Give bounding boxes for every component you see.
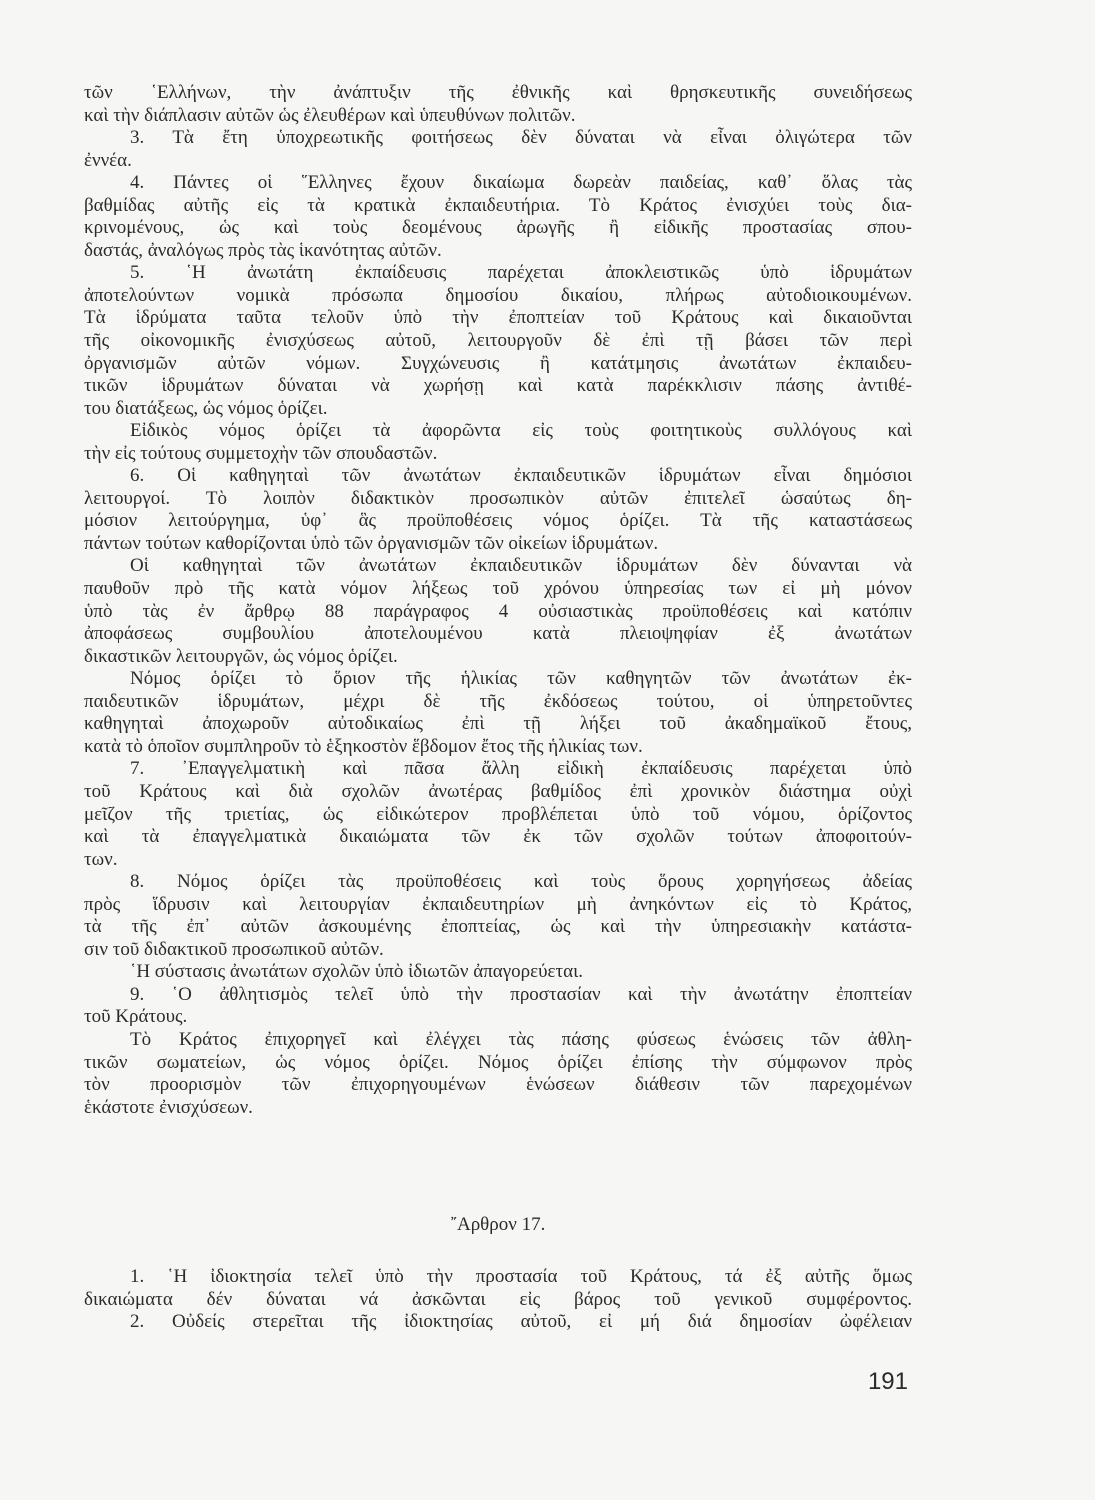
text-line: κρινομένους, ὡς καὶ τοὺς δεομένους ἀρωγῆς ἢ εἰδικῆς προστασίας σπου- (84, 217, 912, 239)
text-line: 6. Οἱ καθηγηταὶ τῶν ἀνωτάτων ἐκπαιδευτικῶν ἱδρυμάτων εἶναι δημόσιοι (130, 465, 912, 487)
text-line: τὴν εἰς τούτους συμμετοχὴν τῶν σπουδαστῶν. (84, 442, 438, 464)
text-line: καὶ τὴν διάπλασιν αὐτῶν ὡς ἐλευθέρων καὶ ὑπευθύνων πολιτῶν. (84, 104, 576, 126)
text-line: τοῦ Κράτους καὶ διὰ σχολῶν ἀνωτέρας βαθμίδος ἐπὶ χρονικὸν διάστημα οὐχὶ (84, 780, 912, 802)
text-line: Νόμος ὁρίζει τὸ ὅριον τῆς ἡλικίας τῶν καθηγητῶν τῶν ἀνωτάτων ἐκ- (130, 668, 912, 690)
text-line: του διατάξεως, ὡς νόμος ὁρίζει. (84, 397, 328, 419)
text-line: ὀργανισμῶν αὐτῶν νόμων. Συγχώνευσις ἢ κατάτμησις ἀνωτάτων ἐκπαιδευ- (84, 352, 912, 374)
text-line: των. (84, 848, 118, 870)
text-line: παυθοῦν πρὸ τῆς κατὰ νόμον λήξεως τοῦ χρόνου ὑπηρεσίας των εἰ μὴ μόνον (84, 578, 912, 600)
text-line: τικῶν ἱδρυμάτων δύναται νὰ χωρήσῃ καὶ κατὰ παρέκκλισιν πάσης ἀντιθέ- (84, 375, 912, 397)
text-line: δικαιώματα δέν δύναται νά ἀσκῶνται εἰς βάρος τοῦ γενικοῦ συμφέροντος. (84, 1288, 912, 1310)
text-line: 5. ῾Η ἀνωτάτη ἐκπαίδευσις παρέχεται ἀποκλειστικῶς ὑπὸ ἱδρυμάτων (130, 262, 912, 284)
text-line: ὑπὸ τὰς ἐν ἄρθρῳ 88 παράγραφος 4 οὐσιαστικὰς προϋποθέσεις καὶ κατόπιν (84, 600, 912, 622)
text-line: ἀποφάσεως συμβουλίου ἀποτελουμένου κατὰ πλειοψηφίαν ἐξ ἀνωτάτων (84, 623, 912, 645)
text-line: Εἰδικὸς νόμος ὁρίζει τὰ ἀφορῶντα εἰς τοὺς φοιτητικοὺς συλλόγους καὶ (130, 420, 912, 442)
article-heading: ῎Αρθρον 17. (450, 1214, 546, 1235)
text-line: μεῖζον τῆς τριετίας, ὡς εἰδικώτερον προβλέπεται ὑπὸ τοῦ νόμου, ὁρίζοντος (84, 803, 912, 825)
text-line: πάντων τούτων καθορίζονται ὑπὸ τῶν ὀργανισμῶν τῶν οἰκείων ἱδρυμάτων. (84, 532, 659, 554)
text-line: δαστάς, ἀναλόγως πρὸς τὰς ἱκανότητας αὐτῶν. (84, 239, 442, 261)
text-line: ῾Η σύστασις ἀνωτάτων σχολῶν ὑπὸ ἰδιωτῶν ἀπαγορεύεται. (130, 961, 583, 983)
text-line: λειτουργοί. Τὸ λοιπὸν διδακτικὸν προσωπικὸν αὐτῶν ἐπιτελεῖ ὡσαύτως δη- (84, 487, 912, 509)
text-line: τικῶν σωματείων, ὡς νόμος ὁρίζει. Νόμος ὁρίζει ἐπίσης τὴν σύμφωνον πρὸς (84, 1051, 912, 1073)
text-line: τὸν προορισμὸν τῶν ἐπιχορηγουμένων ἑνώσεων διάθεσιν τῶν παρεχομένων (84, 1074, 912, 1096)
text-line: 1. ῾Η ἰδιοκτησία τελεῖ ὑπὸ τὴν προστασία τοῦ Κράτους, τά ἐξ αὐτῆς ὅμως (130, 1266, 912, 1287)
text-line: τὰ τῆς ἐπ᾿ αὐτῶν ἀσκουμένης ἐποπτείας, ὡς καὶ τὴν ὑπηρεσιακὴν κατάστα- (84, 916, 912, 938)
text-line: καὶ τὰ ἐπαγγελματικὰ δικαιώματα τῶν ἐκ τῶν σχολῶν τούτων ἀποφοιτούν- (84, 826, 912, 848)
text-line: ἐννέα. (84, 149, 132, 171)
text-line: τοῦ Κράτους. (84, 1006, 188, 1028)
text-line: 8. Νόμος ὁρίζει τὰς προϋποθέσεις καὶ τοὺς ὅρους χορηγήσεως ἀδείας (130, 871, 912, 893)
text-line: τῶν ῾Ελλήνων, τὴν ἀνάπτυξιν τῆς ἐθνικῆς καὶ θρησκευτικῆς συνειδήσεως (84, 82, 912, 103)
article-17-text (84, 1266, 912, 1334)
text-line: 2. Οὐδείς στερεῖται τῆς ἰδιοκτησίας αὐτοῦ, εἰ μή διά δημοσίαν ὠφέλειαν (130, 1311, 912, 1333)
text-line: Οἱ καθηγηταὶ τῶν ἀνωτάτων ἐκπαιδευτικῶν ἱδρυμάτων δὲν δύνανται νὰ (130, 555, 912, 577)
text-line: κατὰ τὸ ὁποῖον συμπληροῦν τὸ ἑξηκοστὸν ἕβδομον ἔτος τῆς ἡλικίας των. (84, 735, 643, 757)
page-number: 191 (867, 1368, 908, 1395)
body-text (84, 82, 912, 1119)
text-line: Τὸ Κράτος ἐπιχορηγεῖ καὶ ἐλέγχει τὰς πάσης φύσεως ἑνώσεις τῶν ἀθλη- (130, 1028, 912, 1050)
text-line: βαθμίδας αὐτῆς εἰς τὰ κρατικὰ ἐκπαιδευτήρια. Τὸ Κράτος ἐνισχύει τοὺς δια- (84, 194, 912, 216)
text-line: 4. Πάντες οἱ ῞Ελληνες ἔχουν δικαίωμα δωρεὰν παιδείας, καθ᾿ ὅλας τὰς (130, 172, 912, 194)
text-line: παιδευτικῶν ἱδρυμάτων, μέχρι δὲ τῆς ἐκδόσεως τούτου, οἱ ὑπηρετοῦντες (84, 690, 912, 712)
text-line: σιν τοῦ διδακτικοῦ προσωπικοῦ αὐτῶν. (84, 938, 384, 960)
text-line: πρὸς ἵδρυσιν καὶ λειτουργίαν ἐκπαιδευτηρίων μὴ ἀνηκόντων εἰς τὸ Κράτος, (84, 893, 912, 915)
text-line: 7. ᾿Επαγγελματικὴ καὶ πᾶσα ἄλλη εἰδικὴ ἐκπαίδευσις παρέχεται ὑπὸ (130, 758, 912, 780)
text-line: τῆς οἰκονομικῆς ἐνισχύσεως αὐτοῦ, λειτουργοῦν δὲ ἐπὶ τῇ βάσει τῶν περὶ (84, 330, 912, 352)
text-line: 3. Τὰ ἔτη ὑποχρεωτικῆς φοιτήσεως δὲν δύναται νὰ εἶναι ὀλιγώτερα τῶν (130, 127, 912, 149)
text-line: καθηγηταὶ ἀποχωροῦν αὐτοδικαίως ἐπὶ τῇ λήξει τοῦ ἀκαδημαϊκοῦ ἔτους, (84, 713, 912, 735)
text-line: μόσιον λειτούργημα, ὑφ᾿ ἃς προϋποθέσεις νόμος ὁρίζει. Τὰ τῆς καταστάσεως (84, 510, 912, 532)
text-line: Τὰ ἱδρύματα ταῦτα τελοῦν ὑπὸ τὴν ἐποπτείαν τοῦ Κράτους καὶ δικαιοῦνται (84, 307, 912, 329)
text-line: δικαστικῶν λειτουργῶν, ὡς νόμος ὁρίζει. (84, 645, 398, 667)
text-line: ἑκάστοτε ἐνισχύσεων. (84, 1096, 253, 1118)
text-line: ἀποτελούντων νομικὰ πρόσωπα δημοσίου δικαίου, πλήρως αὐτοδιοικουμένων. (84, 284, 912, 306)
text-line: 9. ῾Ο ἀθλητισμὸς τελεῖ ὑπὸ τὴν προστασίαν καὶ τὴν ἀνωτάτην ἐποπτείαν (130, 983, 912, 1005)
